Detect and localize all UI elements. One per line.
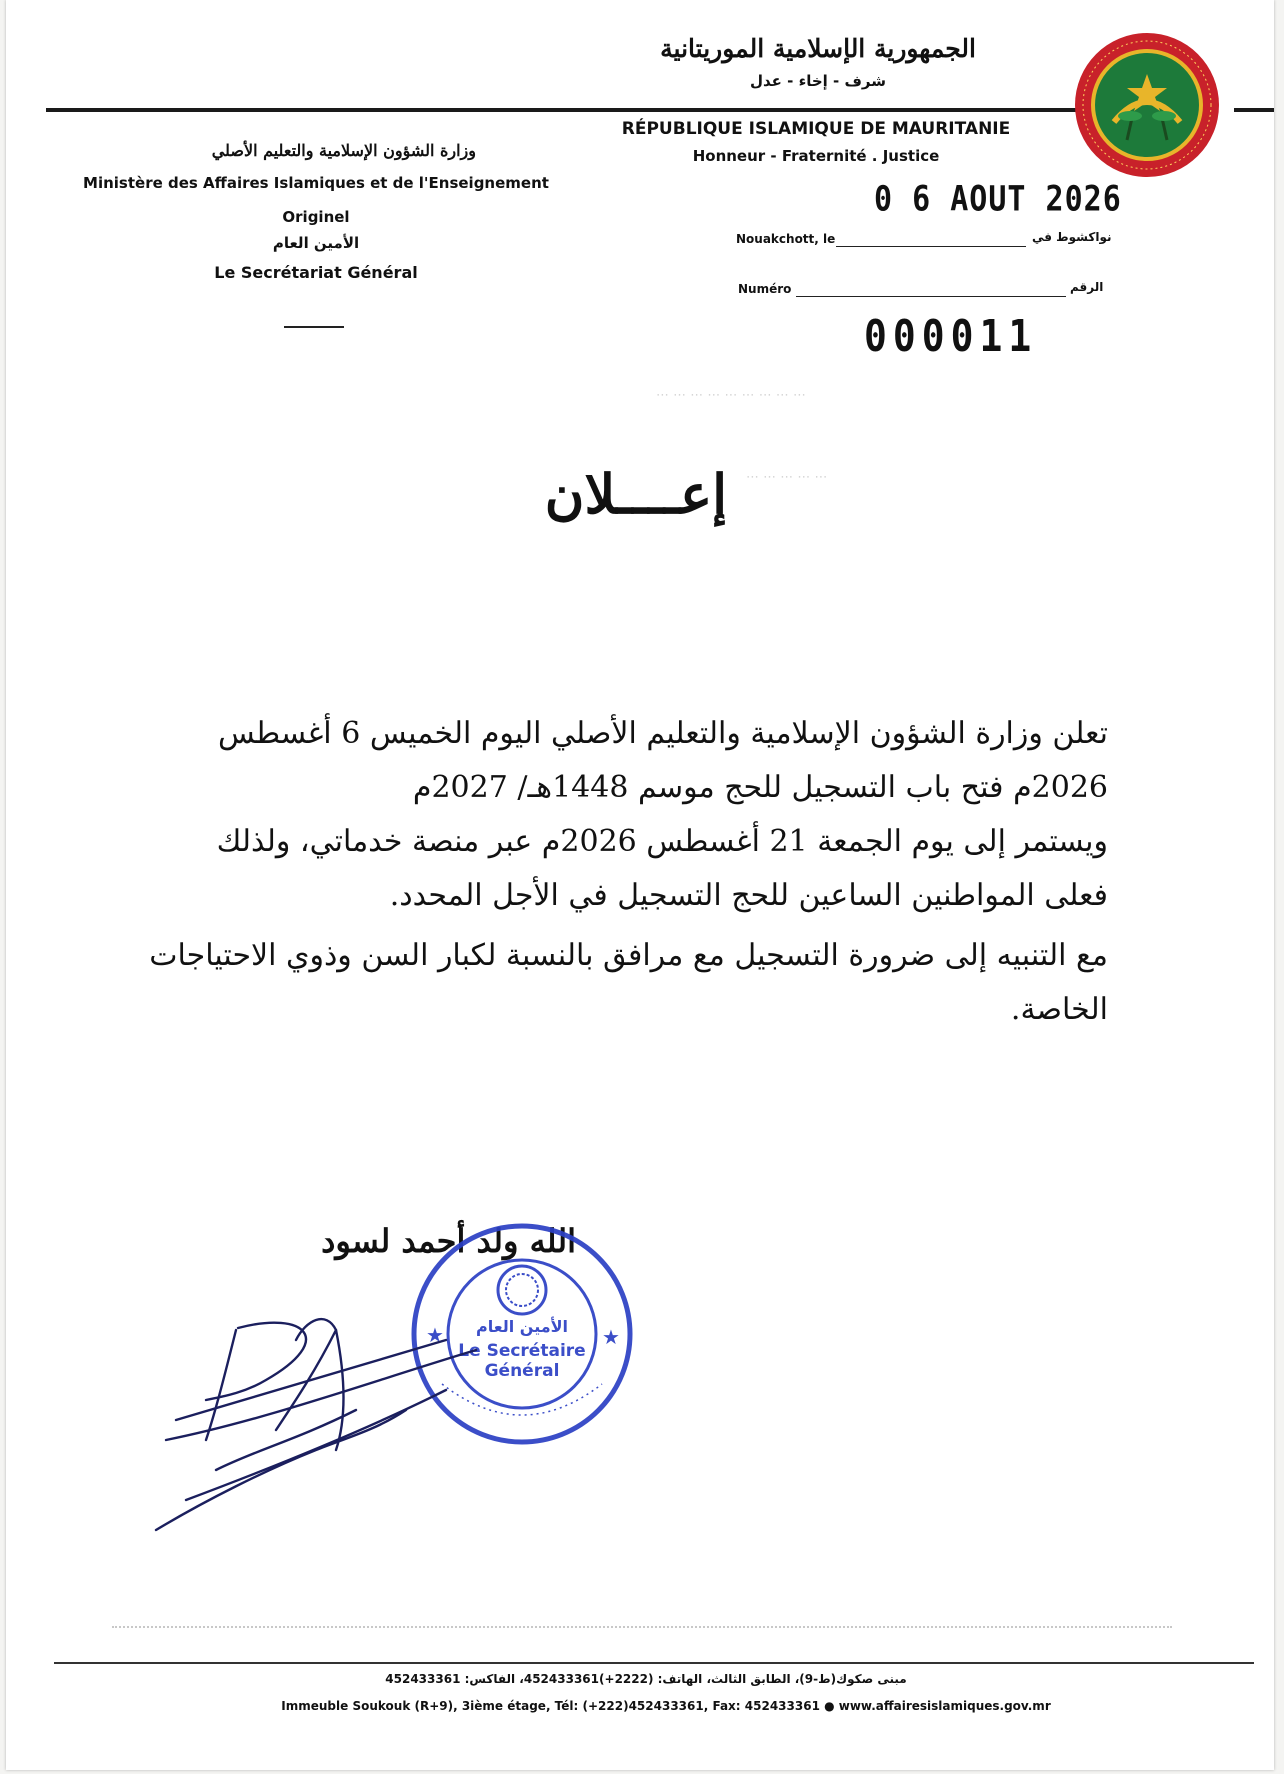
svg-text:★: ★ [426, 1323, 444, 1347]
document-page [6, 0, 1274, 1770]
ministry-name-french-line-1: Ministère des Affaires Islamiques et de l'Enseignement [83, 174, 549, 192]
ministry-name-french-line-2: Originel [282, 208, 350, 226]
header-rule-right [1234, 108, 1274, 112]
body-line-2: 2026م فتح باب التسجيل للحج موسم 1448هـ/ 2027م [412, 770, 1108, 805]
republic-name-french: RÉPUBLIQUE ISLAMIQUE DE MAURITANIE [621, 119, 1011, 139]
body-line-1: تعلن وزارة الشؤون الإسلامية والتعليم الأصلي اليوم الخميس 6 أغسطس [218, 716, 1108, 751]
handwritten-signature [146, 1300, 546, 1540]
national-emblem-seal [1072, 30, 1222, 180]
seal-text-arabic-title: الأمين العام [475, 1317, 569, 1336]
place-fill-line [836, 246, 1026, 247]
bleed-through-text: ⋯ ⋯ ⋯ ⋯ ⋯ [746, 470, 828, 485]
footer-address-french: Immeuble Soukouk (R+9), 3ième étage, Tél: (+222)452433361, Fax: 452433361 ● www.affairesislamiques.gov.mr [281, 1699, 1051, 1713]
number-fill-line [796, 296, 1066, 297]
scan-dots [112, 1626, 1172, 1630]
body-line-3: ويستمر إلى يوم الجمعة 21 أغسطس 2026م عبر منصة خدماتي، ولذلك [216, 824, 1108, 859]
ministry-name-arabic: وزارة الشؤون الإسلامية والتعليم الأصلي [211, 141, 476, 160]
header-rule [46, 108, 1096, 112]
date-stamp: 0 6 AOUT 2026 [874, 179, 1122, 220]
body-line-4: فعلى المواطنين الساعين للحج التسجيل في الأجل المحدد. [389, 878, 1108, 913]
body-line-5: مع التنبيه إلى ضرورة التسجيل مع مرافق بالنسبة لكبار السن وذوي الاحتياجات [149, 938, 1108, 973]
number-label-arabic: الرقم [1070, 280, 1104, 294]
reference-number-stamp: 000011 [864, 310, 1038, 362]
divider [284, 326, 344, 328]
place-label-french: Nouakchott, le [736, 232, 836, 246]
footer-address-arabic: مبنى صكوك(ط-9)، الطابق الثالث، الهاتف: (2222+)452433361، الفاكس: 452433361 [385, 1672, 907, 1686]
bleed-through-text: ⋯ ⋯ ⋯ ⋯ ⋯ ⋯ ⋯ ⋯ ⋯ [656, 388, 807, 403]
secretary-general-arabic: الأمين العام [272, 234, 360, 252]
number-label-french: Numéro [738, 282, 792, 296]
body-line-6: الخاصة. [1010, 992, 1108, 1027]
seal-text-line-1: Le Secrétaire [458, 1341, 586, 1361]
secretary-general-french: Le Secrétariat Général [214, 263, 418, 282]
svg-text:★: ★ [602, 1325, 620, 1349]
motto-arabic: شرف - إخاء - عدل [749, 72, 886, 90]
place-label-arabic: نواكشوط في [1032, 230, 1112, 244]
seal-text-line-2: Général [484, 1361, 560, 1381]
motto-french: Honneur - Fraternité . Justice [692, 147, 940, 165]
republic-name-arabic: الجمهورية الإسلامية الموريتانية [660, 34, 976, 63]
signer-name: الله ولد أحمد لسود [321, 1222, 576, 1260]
announcement-title: إعــــلان [544, 462, 728, 526]
ministry-name-french [66, 172, 566, 228]
footer-rule [54, 1662, 1254, 1664]
